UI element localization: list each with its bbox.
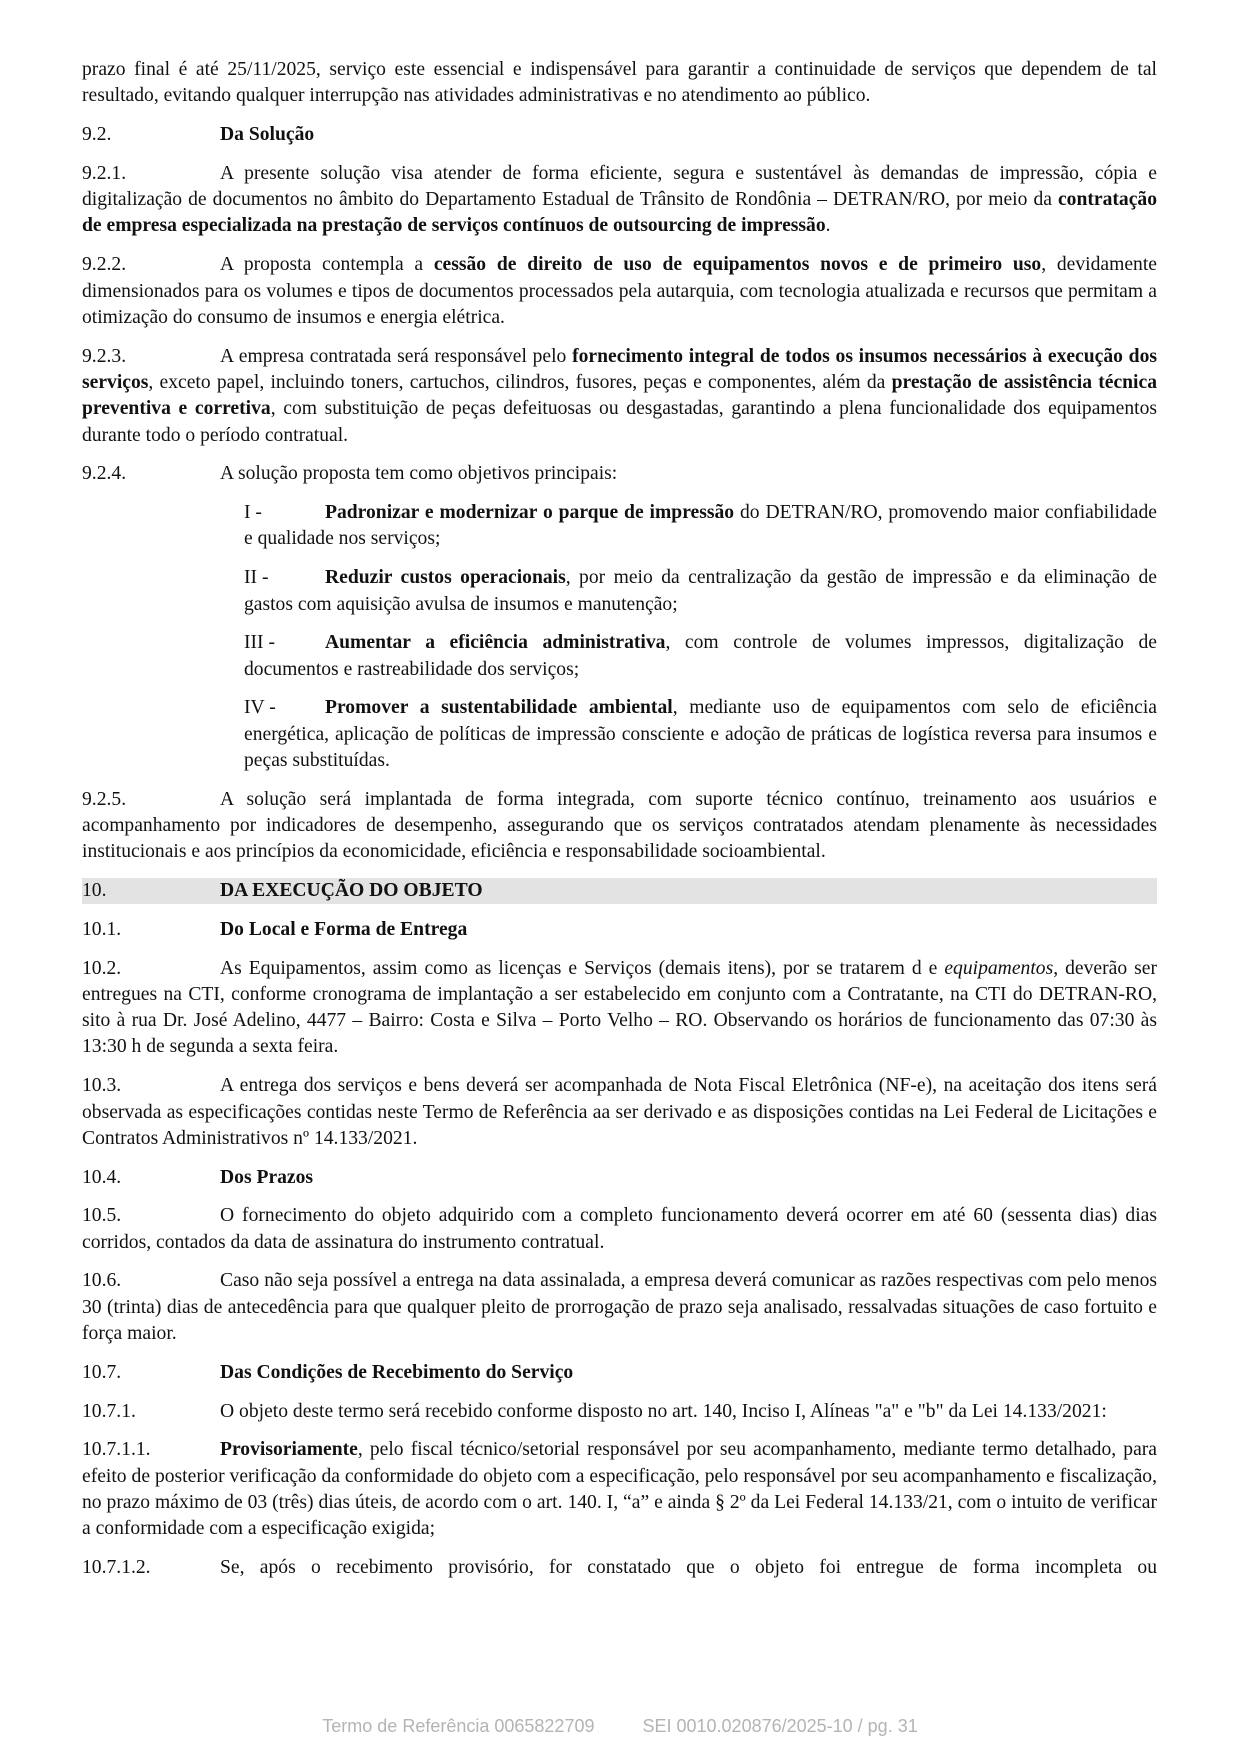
paragraph-9-2-5 — [82, 787, 1157, 866]
clause-emphasis: cessão de direito de uso de equipamentos novos e de primeiro uso — [433, 254, 1042, 276]
list-item — [244, 695, 1157, 774]
list-item — [244, 500, 1157, 553]
clause-emphasis: Provisoriamente — [220, 1439, 358, 1461]
footer-document-reference: Termo de Referência 0065822709 — [322, 1716, 595, 1736]
list-label: III - — [244, 632, 275, 654]
clause-number: 9.2.5. — [82, 788, 127, 810]
section-number: 9.2. — [82, 124, 112, 146]
clause-number: 10.2. — [82, 957, 122, 979]
clause-number: 9.2.1. — [82, 162, 127, 184]
clause-text: A proposta contempla a — [220, 254, 434, 276]
heading-10-4 — [82, 1165, 1157, 1191]
clause-text: A solução será implantada de forma integrada, com suporte técnico contínuo, treinamento aos usuários e acompanhamento por indicadores de desempenho, assegurando que os serviços contratados atendam plenamente às necessidades institucionais e aos princípios da economicidade, eficiência e responsabilidade socioambiental. — [82, 788, 1157, 863]
section-title: Do Local e Forma de Entrega — [220, 918, 468, 940]
list-item-text: do DETRAN/RO, promovendo maior confiabilidade e qualidade nos serviços; — [244, 502, 1157, 550]
section-title: Das Condições de Recebimento do Serviço — [220, 1361, 574, 1383]
clause-number: 9.2.3. — [82, 345, 127, 367]
clause-number: 10.7.1. — [82, 1400, 136, 1422]
paragraph-9-2-4 — [82, 461, 1157, 487]
clause-text: . — [825, 215, 831, 237]
clause-text: Caso não seja possível a entrega na data assinalada, a empresa deverá comunicar as razões respectivas com pelo menos 30 (trinta) dias de antecedência para que qualquer pleito de prorrogação de prazo seja analisado, ressalvadas situações de caso fortuito e força maior. — [82, 1270, 1157, 1345]
paragraph-10-7-1-1 — [82, 1437, 1157, 1542]
list-item-emphasis: Padronizar e modernizar o parque de impressão — [325, 502, 735, 524]
clause-text: , exceto papel, incluindo toners, cartuchos, cilindros, fusores, peças e componentes, além da — [148, 371, 892, 393]
paragraph-9-2-1 — [82, 161, 1157, 240]
heading-10-7 — [82, 1360, 1157, 1386]
section-title: Da Solução — [220, 124, 315, 146]
clause-text: , devidamente dimensionados para os volumes e tipos de documentos processados pela autarquia, com tecnologia atualizada e recursos que permitam a otimização do consumo de insumos e energia elétrica. — [82, 254, 1157, 328]
list-label: II - — [244, 567, 269, 589]
paragraph-10-7-1 — [82, 1399, 1157, 1425]
clause-text: Se, após o recebimento provisório, for constatado que o objeto foi entregue de forma incompleta ou — [220, 1557, 1157, 1579]
clause-italic: equipamentos — [944, 957, 1054, 979]
list-item-emphasis: Reduzir custos operacionais — [325, 567, 566, 589]
list-item — [244, 630, 1157, 683]
paragraph-10-5 — [82, 1203, 1157, 1256]
objectives-list — [244, 500, 1157, 774]
clause-text: A empresa contratada será responsável pelo — [220, 345, 573, 367]
paragraph-10-7-1-2 — [82, 1555, 1157, 1581]
list-item-text: , mediante uso de equipamentos com selo de eficiência energética, aplicação de políticas de impressão consciente e adoção de práticas de logística reversa para insumos e peças substituídas. — [244, 697, 1157, 772]
page-footer — [0, 1716, 1240, 1737]
clause-emphasis: fornecimento integral de todos os insumos necessários à execução dos serviços — [82, 345, 1157, 393]
section-title: Dos Prazos — [220, 1166, 314, 1188]
clause-text: , pelo fiscal técnico/setorial responsável por seu acompanhamento, mediante termo detalhado, para efeito de posterior verificação da conformidade do objeto com a especificação, pelo responsável por seu acompanhamento e fiscalização, no prazo máximo de 03 (três) dias úteis, de acordo com o art. 140. I, “a” e ainda § 2º da Lei Federal 14.133/21, com o intuito de verificar a conformidade com a especificação exigida; — [82, 1439, 1157, 1540]
list-item — [244, 565, 1157, 618]
section-heading-10 — [82, 878, 1157, 904]
section-number: 10.4. — [82, 1166, 122, 1188]
list-item-emphasis: Promover a sustentabilidade ambiental — [325, 697, 673, 719]
clause-number: 10.7.1.2. — [82, 1557, 151, 1579]
paragraph-10-6 — [82, 1268, 1157, 1347]
clause-text: As Equipamentos, assim como as licenças e Serviços (demais itens), por se tratarem d e — [220, 957, 945, 979]
clause-number: 10.5. — [82, 1205, 122, 1227]
clause-emphasis: contratação de empresa especializada na prestação de serviços contínuos de outsourcing de impressão — [82, 189, 1157, 237]
clause-number: 9.2.2. — [82, 254, 127, 276]
heading-9-2 — [82, 122, 1157, 148]
clause-text: A solução proposta tem como objetivos principais: — [220, 463, 618, 485]
list-item-emphasis: Aumentar a eficiência administrativa — [325, 632, 666, 654]
section-number: 10.7. — [82, 1361, 122, 1383]
intro-paragraph: prazo final é até 25/11/2025, serviço este essencial e indispensável para garantir a continuidade de serviços que dependem de tal resultado, evitando qualquer interrupção nas atividades administrativas e no atendimento ao público. — [82, 59, 1157, 107]
clause-emphasis: prestação de assistência técnica preventiva e corretiva — [82, 371, 1157, 420]
list-item-text: , com controle de volumes impressos, digitalização de documentos e rastreabilidade dos serviços; — [244, 632, 1157, 680]
paragraph-10-3 — [82, 1073, 1157, 1152]
paragraph-9-2-3 — [82, 344, 1157, 449]
section-title: DA EXECUÇÃO DO OBJETO — [220, 880, 483, 902]
clause-number: 10.6. — [82, 1270, 122, 1292]
clause-number: 9.2.4. — [82, 463, 127, 485]
clause-text: A entrega dos serviços e bens deverá ser acompanhada de Nota Fiscal Eletrônica (NF-e), na aceitação dos itens será observada as especificações contidas neste Termo de Referência aa ser derivado e as disposições contidas na Lei Federal de Licitações e Contratos Administrativos nº 14.133/2021. — [82, 1075, 1157, 1149]
clause-text: , com substituição de peças defeituosas ou desgastadas, garantindo a plena funcionalidade dos equipamentos durante todo o período contratual. — [82, 398, 1157, 446]
clause-number: 10.3. — [82, 1075, 122, 1097]
clause-text: O objeto deste termo será recebido conforme disposto no art. 140, Inciso I, Alíneas "a" e "b" da Lei 14.133/2021: — [220, 1400, 1107, 1422]
list-item-text: , por meio da centralização da gestão de impressão e da eliminação de gastos com aquisição avulsa de insumos e manutenção; — [244, 567, 1158, 615]
clause-text: , deverão ser entregues na CTI, conforme cronograma de implantação a ser estabelecido em conjunto com a Contratante, na CTI do DETRAN-RO, sito à rua Dr. José Adelino, 4477 – Bairro: Costa e Silva – Porto Velho – RO. Observando os horários de funcionamento das 07:30 às 13:30 h de segunda a sexta feira. — [82, 957, 1157, 1058]
heading-10-1 — [82, 917, 1157, 943]
footer-sei-reference: SEI 0010.020876/2025-10 / pg. 31 — [642, 1716, 918, 1736]
section-number: 10.1. — [82, 918, 122, 940]
document-page — [82, 57, 1157, 1594]
list-label: IV - — [244, 697, 276, 719]
paragraph-9-2-2 — [82, 252, 1157, 331]
paragraph-10-2 — [82, 956, 1157, 1061]
clause-text: A presente solução visa atender de forma eficiente, segura e sustentável às demandas de impressão, cópia e digitalização de documentos no âmbito do Departamento Estadual de Trânsito de Rondônia – DETRAN/RO, por meio da — [82, 162, 1157, 211]
clause-text: O fornecimento do objeto adquirido com a completo funcionamento deverá ocorrer em até 60 (sessenta dias) dias corridos, contados da data de assinatura do instrumento contratual. — [82, 1205, 1157, 1253]
section-number: 10. — [82, 880, 107, 902]
clause-number: 10.7.1.1. — [82, 1439, 151, 1461]
list-label: I - — [244, 502, 262, 524]
